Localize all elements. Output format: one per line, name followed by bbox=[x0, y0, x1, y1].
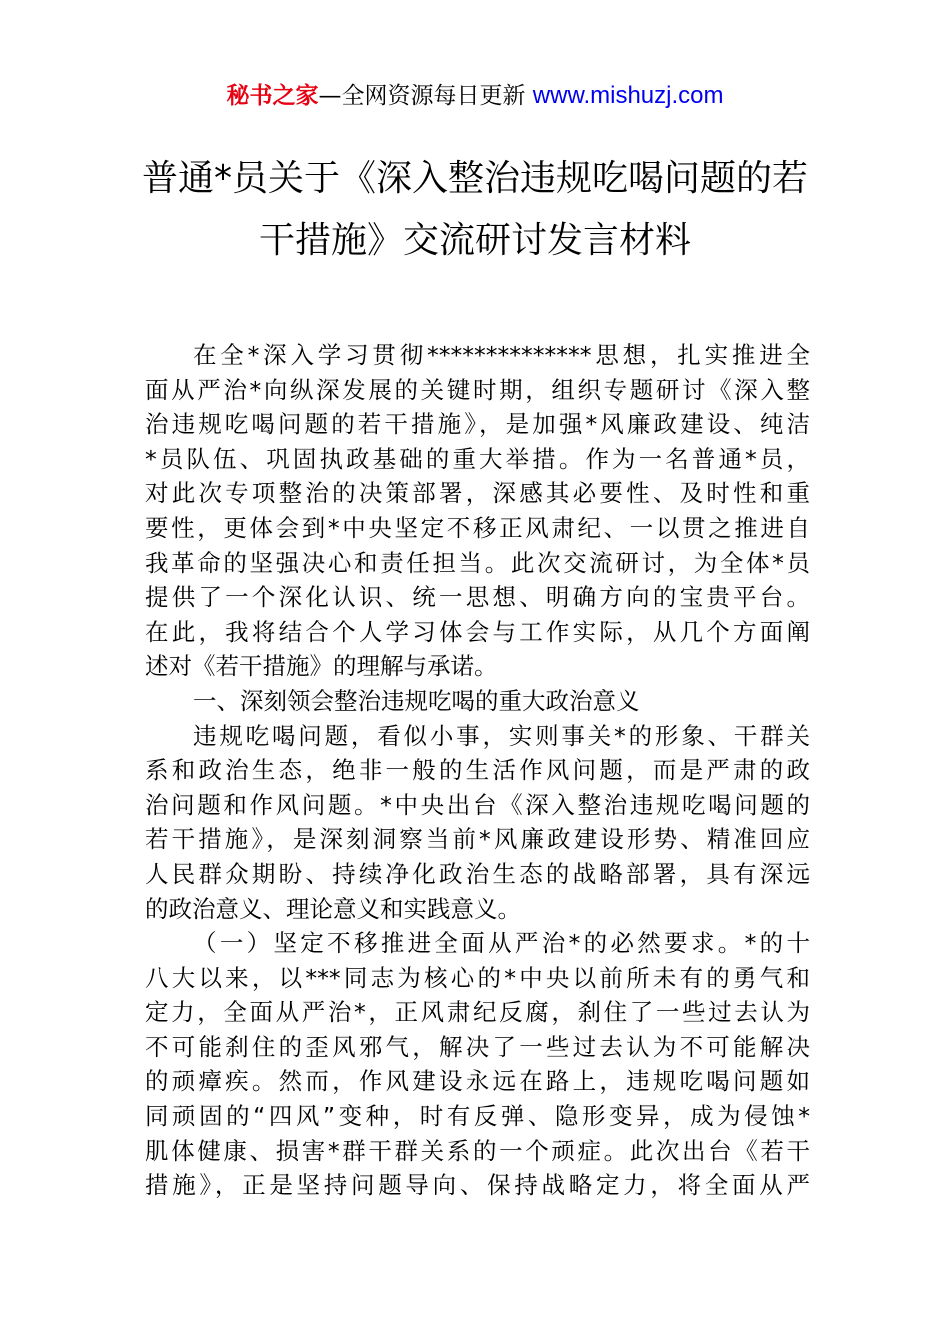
body-line: 提供了一个深化认识、统一思想、明确方向的宝贵平台。 bbox=[145, 583, 810, 612]
title-line-2: 干措施》交流研讨发言材料 bbox=[258, 220, 691, 261]
body-line: 违规吃喝问题，看似小事，实则事关*的形象、干群关 bbox=[193, 721, 810, 750]
body-line: 肌体健康、损害*群干群关系的一个顽症。此次出台《若干 bbox=[145, 1136, 810, 1165]
section-heading: 一、深刻领会整治违规吃喝的重大政治意义 bbox=[193, 686, 640, 715]
site-header bbox=[0, 80, 950, 112]
body-line: 治违规吃喝问题的若干措施》，是加强*风廉政建设、纯洁 bbox=[145, 410, 810, 439]
body-line: 对此次专项整治的决策部署，深感其必要性、及时性和重 bbox=[145, 479, 810, 508]
title-line-1: 普通*员关于《深入整治违规吃喝问题的若 bbox=[141, 158, 808, 199]
body-line: 若干措施》，是深刻洞察当前*风廉政建设形势、精准回应 bbox=[145, 825, 810, 854]
body-line: 要性，更体会到*中央坚定不移正风肃纪、一以贯之推进自 bbox=[145, 513, 810, 542]
body-line: 措施》，正是坚持问题导向、保持战略定力，将全面从严 bbox=[145, 1171, 810, 1200]
document-body bbox=[145, 338, 810, 1203]
body-line: 系和政治生态，绝非一般的生活作风问题，而是严肃的政 bbox=[145, 756, 810, 785]
body-line: 在此，我将结合个人学习体会与工作实际，从几个方面阐 bbox=[145, 617, 810, 646]
body-line: 八大以来，以***同志为核心的*中央以前所未有的勇气和 bbox=[145, 963, 810, 992]
body-line: 面从严治*向纵深发展的关键时期，组织专题研讨《深入整 bbox=[145, 375, 810, 404]
body-line: 在全*深入学习贯彻**************思想，扎实推进全 bbox=[193, 341, 810, 369]
body-line: 的顽瘴疾。然而，作风建设永远在路上，违规吃喝问题如 bbox=[145, 1067, 810, 1096]
body-line: 我革命的坚强决心和责任担当。此次交流研讨，为全体*员 bbox=[145, 548, 810, 577]
subsection-heading: （一）坚定不移推进全面从严治*的必然要求。*的十 bbox=[193, 929, 810, 958]
body-line: 同顽固的“四风”变种，时有反弹、隐形变异，成为侵蚀* bbox=[145, 1102, 810, 1131]
site-url-link[interactable]: www.mishuzj.com bbox=[532, 82, 724, 109]
body-line: *员队伍、巩固执政基础的重大举措。作为一名普通*员， bbox=[145, 444, 810, 473]
brand-name: 秘书之家 bbox=[226, 83, 319, 109]
document-title bbox=[60, 148, 890, 272]
body-line: 人民群众期盼、持续净化政治生态的战略部署，具有深远 bbox=[145, 859, 810, 888]
body-line: 的政治意义、理论意义和实践意义。 bbox=[145, 894, 521, 923]
body-line: 治问题和作风问题。*中央出台《深入整治违规吃喝问题的 bbox=[145, 790, 810, 819]
body-line: 定力，全面从严治*，正风肃纪反腐，刹住了一些过去认为 bbox=[145, 998, 810, 1027]
body-line: 不可能刹住的歪风邪气，解决了一些过去认为不可能解决 bbox=[145, 1032, 810, 1061]
header-tagline: —全网资源每日更新 bbox=[318, 83, 533, 109]
body-line: 述对《若干措施》的理解与承诺。 bbox=[145, 652, 498, 681]
